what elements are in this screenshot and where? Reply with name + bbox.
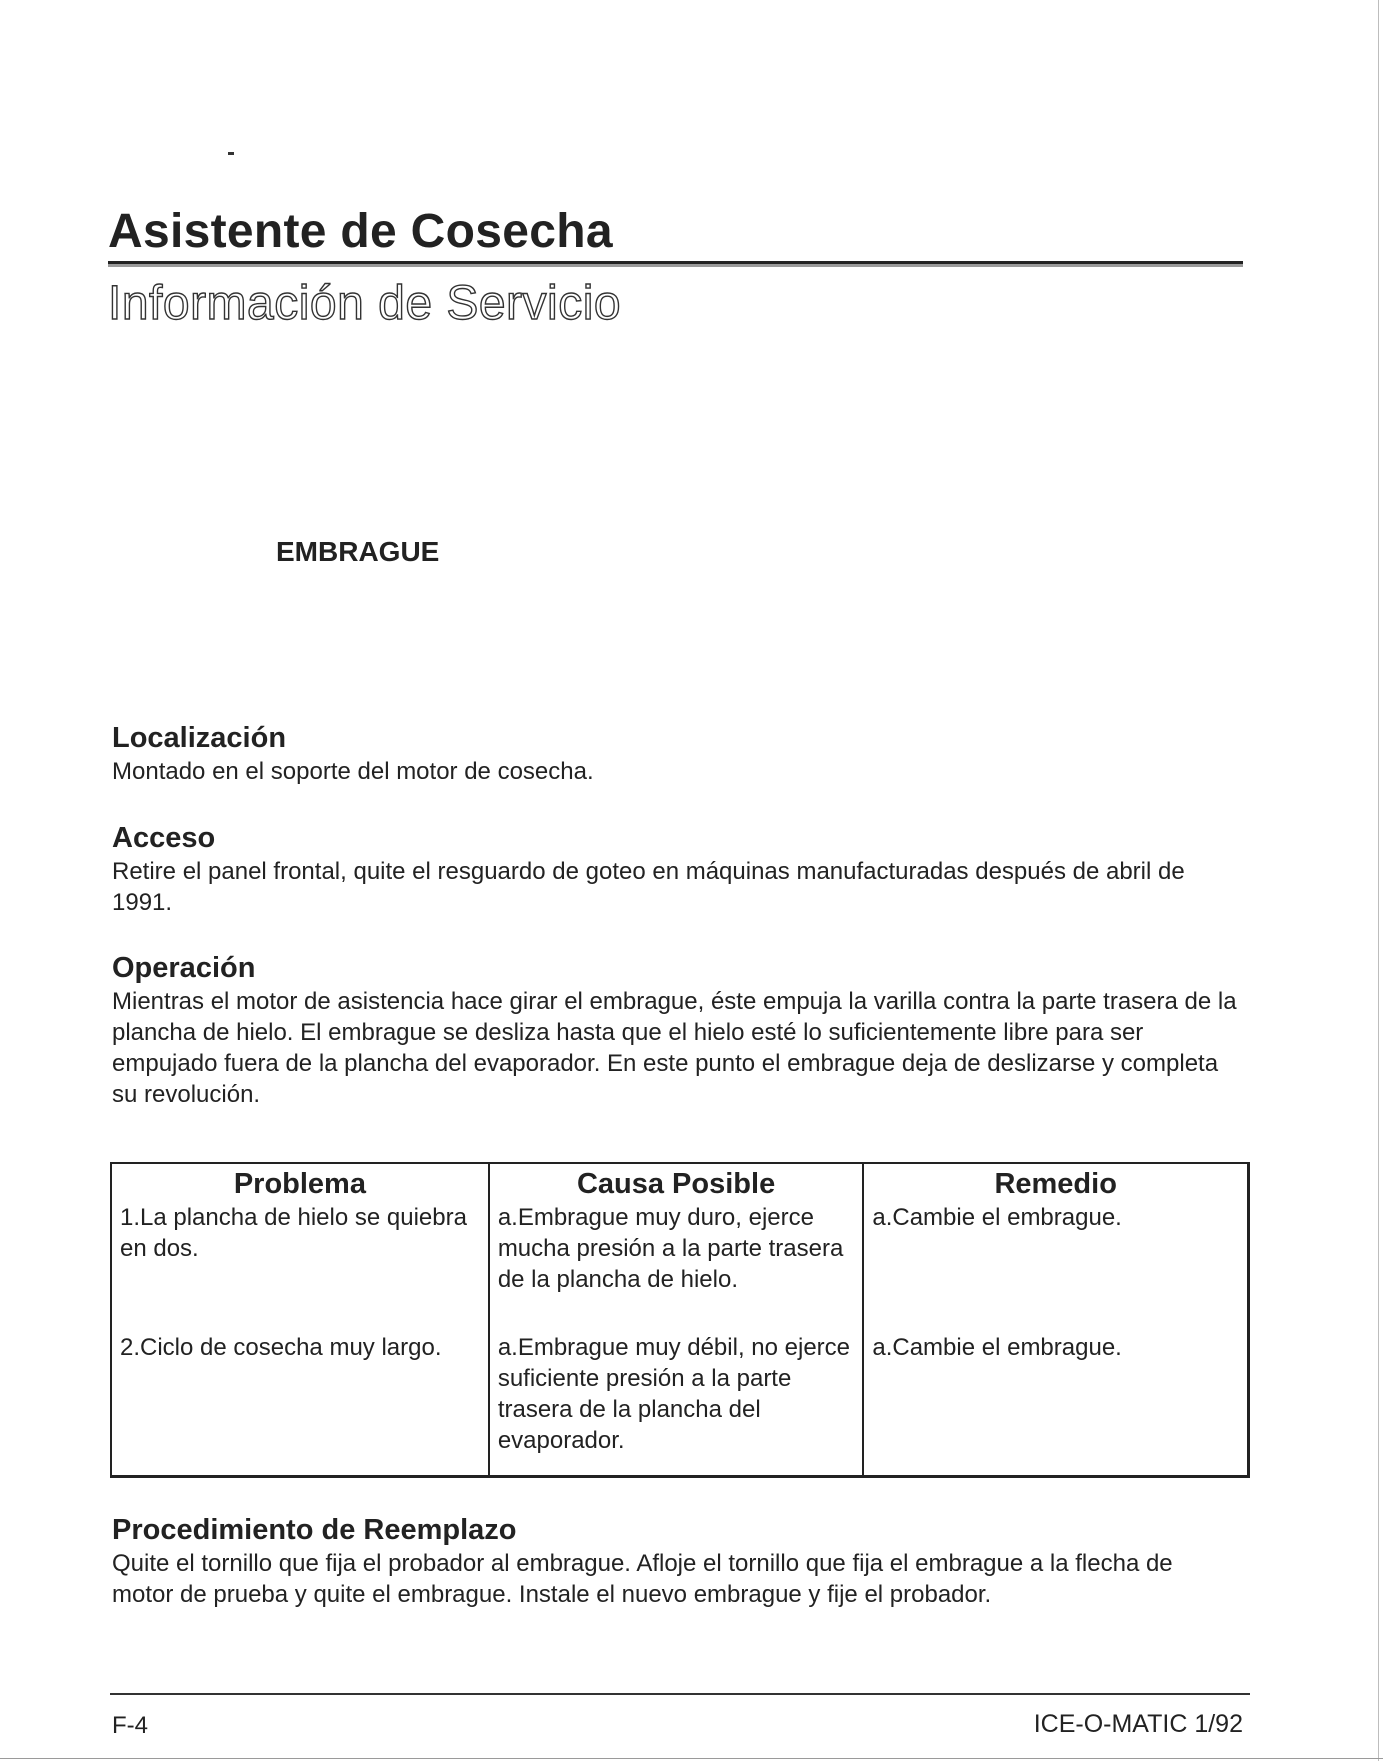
cell-remedy: a.Cambie el embrague. <box>863 1332 1247 1475</box>
page-edge <box>1378 0 1379 1761</box>
cell-remedy: a.Cambie el embrague. <box>863 1202 1247 1332</box>
section-heading: Acceso <box>112 822 216 854</box>
section-body: Montado en el soporte del motor de cosecha. <box>112 758 594 785</box>
section-replacement <box>112 1512 1237 1610</box>
footer-rule <box>110 1693 1250 1695</box>
column-header-problem: Problema <box>233 1168 366 1200</box>
page-title: Asistente de Cosecha <box>108 205 613 258</box>
component-label: EMBRAGUE <box>276 536 440 567</box>
title-rule-shadow <box>108 264 1243 267</box>
footer-brand: ICE-O-MATIC 1/92 <box>1033 1710 1243 1738</box>
cell-problem: 1.La plancha de hielo se quiebra en dos. <box>120 1204 467 1262</box>
table-row <box>112 1202 1247 1332</box>
table-row <box>112 1332 1247 1475</box>
troubleshooting-grid <box>112 1164 1247 1475</box>
section-access <box>112 820 1237 918</box>
cell-cause: a.Embrague muy duro, ejerce mucha presión a la parte trasera de la plancha de hielo. <box>489 1202 864 1332</box>
page-subtitle: Información de Servicio <box>108 277 622 330</box>
section-heading: Operación <box>112 952 256 984</box>
section-body: Quite el tornillo que fija el probador al embrague. Afloje el tornillo que fija el embrague a la flecha de motor de prueba y quite el embrague. Instale el nuevo embrague y fije el probador. <box>112 1550 1173 1608</box>
section-operation <box>112 950 1237 1110</box>
cell-cause: a.Embrague muy débil, no ejerce suficiente presión a la parte trasera de la plancha del evaporador. <box>489 1332 864 1475</box>
section-body: Retire el panel frontal, quite el resguardo de goteo en máquinas manufacturadas después de abril de 1991. <box>112 858 1185 916</box>
section-location <box>112 720 1237 787</box>
page-number: F-4 <box>112 1712 148 1739</box>
section-heading: Procedimiento de Reemplazo <box>112 1514 517 1546</box>
table-header-row <box>112 1164 1247 1202</box>
column-header-remedy: Remedio <box>863 1164 1247 1202</box>
section-heading: Localización <box>112 722 287 754</box>
cell-problem: 2.Ciclo de cosecha muy largo. <box>120 1334 442 1361</box>
troubleshooting-table <box>110 1162 1250 1478</box>
scan-speck <box>228 152 234 155</box>
column-header-cause: Causa Posible <box>489 1164 864 1202</box>
page-bottom-edge <box>0 1758 1383 1759</box>
section-body: Mientras el motor de asistencia hace girar el embrague, éste empuja la varilla contra la parte trasera de la plancha de hielo. El embrague se desliza hasta que el hielo esté lo suficientemente libre para ser empujado fuera de la plancha del evaporador. En este punto el embrague deja de deslizarse y completa su revolución. <box>112 988 1237 1108</box>
